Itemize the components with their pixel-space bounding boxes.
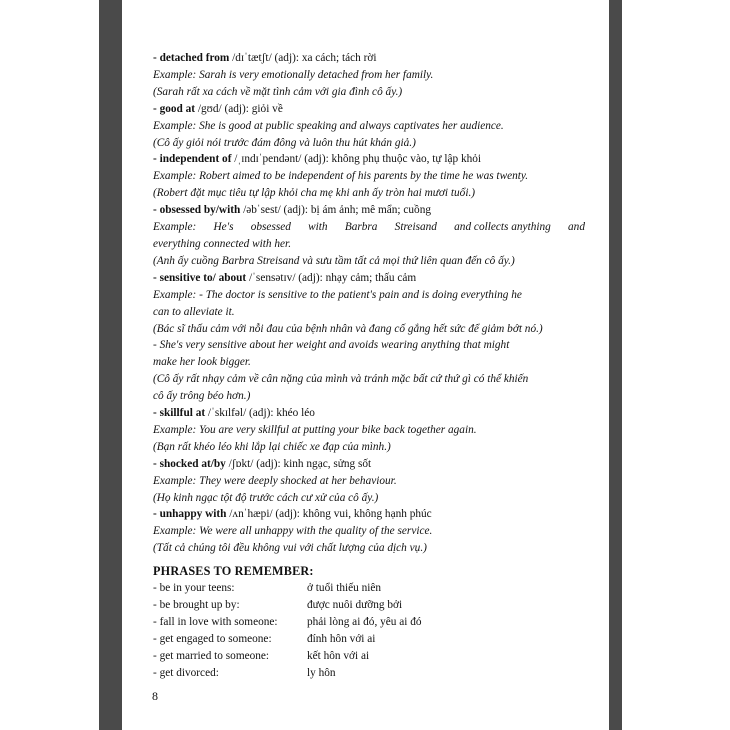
entry-heading — [153, 50, 585, 67]
entry-definition: /ʌnˈhæpi/ (adj): không vui, không hạnh phúc — [226, 508, 432, 521]
entry-example-line: Example: She is good at public speaking and always captivates her audience. — [153, 119, 504, 132]
entry-example-line: can to alleviate it. — [153, 305, 235, 318]
phrase-english: - fall in love with someone: — [153, 615, 278, 628]
entry-term: - unhappy with — [153, 508, 227, 521]
entry-example-line: (Cô ấy rất nhạy cảm về cân nặng của mình và tránh mặc bất cứ thứ gì có thể khiến — [153, 373, 529, 386]
entry-term: - obsessed by/with — [153, 204, 241, 217]
entry-example-line: (Tất cả chúng tôi đều không vui với chất lượng của dịch vụ.) — [153, 542, 427, 555]
entry-term: - good at — [153, 102, 196, 115]
example-word: Barbra — [344, 221, 378, 234]
entry-definition: /ˌɪndɪˈpendənt/ (adj): không phụ thuộc vào, tự lập khỏi — [231, 153, 482, 166]
entry-definition: /gʊd/ (adj): giỏi về — [195, 102, 283, 115]
page-number: 8 — [152, 689, 158, 703]
example-word: Streisand — [394, 221, 437, 234]
entry-example-line: Example: Robert aimed to be independent of his parents by the time he was twenty. — [153, 170, 529, 183]
entry-definition: /ˈsensətɪv/ (adj): nhạy cảm; thấu cảm — [246, 271, 417, 284]
entry-heading — [153, 506, 585, 523]
entry-example-line: Example: Sarah is very emotionally detached from her family. — [153, 68, 434, 81]
vocabulary-entries — [153, 50, 585, 557]
phrase-english: - get divorced: — [153, 666, 219, 679]
phrase-row — [153, 665, 585, 682]
example-word: He's — [213, 221, 234, 234]
entry-term: - sensitive to/ about — [153, 271, 247, 284]
phrase-row — [153, 580, 585, 597]
phrase-row — [153, 631, 585, 648]
entry-heading — [153, 202, 585, 219]
phrase-vietnamese: ly hôn — [307, 666, 336, 679]
entry-example-line: Example: They were deeply shocked at her behaviour. — [153, 474, 397, 487]
entry-heading — [153, 151, 585, 168]
entry-example-line: (Bác sĩ thấu cảm với nỗi đau của bệnh nhân và đang cố gắng hết sức để giảm bớt nó.) — [153, 322, 543, 335]
entry-example-line: (Cô ấy giỏi nói trước đám đông và luôn thu hút khán giả.) — [153, 136, 416, 149]
example-word: and collects anything — [454, 221, 551, 234]
phrase-row — [153, 597, 585, 614]
entry-heading — [153, 456, 585, 473]
phrase-english: - be brought up by: — [153, 599, 240, 611]
page-content — [153, 50, 585, 682]
entry-example-line: Example: We were all unhappy with the quality of the service. — [153, 525, 433, 538]
phrase-row — [153, 614, 585, 631]
entry-definition: /əbˈsest/ (adj): bị ám ảnh; mê mẩn; cuồng — [240, 204, 432, 217]
entry-term: - shocked at/by — [153, 457, 226, 470]
phrase-row — [153, 648, 585, 665]
entry-heading — [153, 270, 585, 287]
phrase-english: - get married to someone: — [153, 649, 270, 662]
phrases-list — [153, 580, 585, 681]
entry-example-line: (Sarah rất xa cách về mặt tình cảm với gia đình cô ấy.) — [153, 85, 403, 98]
entry-heading — [153, 101, 585, 118]
entry-example-line: (Robert đặt mục tiêu tự lập khỏi cha mẹ khi anh ấy tròn hai mươi tuổi.) — [153, 187, 476, 200]
entry-example-line: (Anh ấy cuồng Barbra Streisand và sưu tầm tất cả mọi thứ liên quan đến cô ấy.) — [153, 254, 515, 267]
phrase-vietnamese: đính hôn với ai — [307, 632, 376, 645]
entry-example-line: cô ấy trông béo hơn.) — [153, 390, 251, 403]
phrase-vietnamese: phải lòng ai đó, yêu ai đó — [307, 615, 422, 628]
entry-heading — [153, 405, 585, 422]
entry-example-line: (Họ kinh ngạc tột độ trước cách cư xử của cô ấy.) — [153, 491, 379, 504]
example-word: Example: — [153, 221, 197, 234]
entry-term: - skillful at — [153, 407, 206, 420]
phrase-english: - get engaged to someone: — [153, 632, 272, 645]
phrases-title: PHRASES TO REMEMBER: — [153, 564, 314, 579]
entry-term: - independent of — [153, 153, 232, 166]
entry-term: - detached from — [153, 52, 230, 64]
entry-example-line: make her look bigger. — [153, 356, 251, 369]
entry-definition: /ʃɒkt/ (adj): kinh ngạc, sửng sốt — [225, 457, 372, 470]
entry-example-line: everything connected with her. — [153, 237, 292, 250]
entry-example-line: - She's very sensitive about her weight and avoids wearing anything that might — [153, 339, 510, 352]
phrase-english: - be in your teens: — [153, 582, 235, 595]
phrase-vietnamese: ở tuổi thiếu niên — [307, 582, 382, 595]
document-page — [122, 0, 609, 730]
entry-definition: /dɪˈtætʃt/ (adj): xa cách; tách rời — [229, 52, 377, 64]
example-word: obsessed — [250, 221, 291, 234]
example-word: and — [568, 221, 585, 234]
phrase-vietnamese: được nuôi dưỡng bởi — [307, 599, 403, 611]
entry-example-line: Example: You are very skillful at putting your bike back together again. — [153, 423, 477, 436]
entry-example-line: (Bạn rất khéo léo khi lắp lại chiếc xe đạp của mình.) — [153, 440, 391, 453]
entry-example-line — [153, 219, 585, 236]
entry-definition: /ˈskɪlfəl/ (adj): khéo léo — [205, 407, 315, 420]
phrase-vietnamese: kết hôn với ai — [307, 649, 370, 662]
example-word: with — [308, 221, 328, 234]
entry-example-line: Example: - The doctor is sensitive to the patient's pain and is doing everything he — [153, 288, 522, 301]
